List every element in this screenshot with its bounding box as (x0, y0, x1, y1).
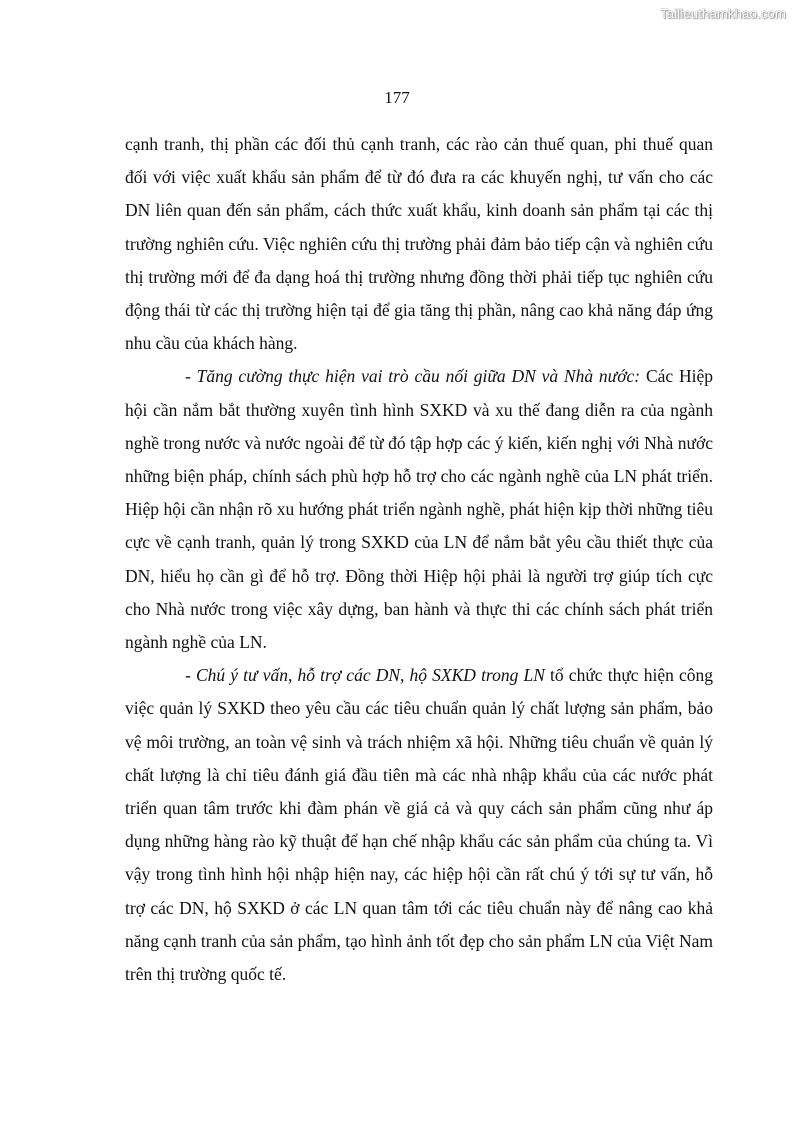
watermark-text: Tailieuthamkhao.com (660, 6, 786, 21)
paragraph-lead-italic: - Chú ý tư vấn, hỗ trợ các DN, hộ SXKD trong LN (185, 665, 545, 686)
paragraph-continuation: cạnh tranh, thị phần các đối thủ cạnh tranh, các rào cản thuế quan, phi thuế quan đối với việc xuất khẩu sản phẩm để từ đó đưa ra các khuyến nghị, tư vấn cho các DN liên quan đến sản phẩm, cách thức xuất khẩu, kinh doanh sản phẩm tại các thị trường nghiên cứu. Việc nghiên cứu thị trường phải đảm bảo tiếp cận và nghiên cứu thị trường mới để đa dạng hoá thị trường nhưng đồng thời phải tiếp tục nghiên cứu động thái từ các thị trường hiện tại để gia tăng thị phần, nâng cao khả năng đáp ứng nhu cầu của khách hàng. (125, 134, 713, 354)
paragraph-body: tổ chức thực hiện công việc quản lý SXKD theo yêu cầu các tiêu chuẩn quản lý chất lượng sản phẩm, bảo vệ môi trường, an toàn vệ sinh và trách nhiệm xã hội. Những tiêu chuẩn về quản lý chất lượng là chỉ tiêu đánh giá đầu tiên mà các nhà nhập khẩu của các nước phát triển quan tâm trước khi đàm phán về giá cả và quy cách sản phẩm cũng như áp dụng những hàng rào kỹ thuật để hạn chế nhập khẩu các sản phẩm của chúng ta. Vì vậy trong tình hình hội nhập hiện nay, các hiệp hội cần rất chú ý tới sự tư vấn, hỗ trợ các DN, hộ SXKD ở các LN quan tâm tới các tiêu chuẩn này để nâng cao khả năng cạnh tranh của sản phẩm, tạo hình ảnh tốt đẹp cho sản phẩm LN của Việt Nam trên thị trường quốc tế. (125, 665, 713, 985)
paragraph-lead-italic: - Tăng cường thực hiện vai trò cầu nối giữa DN và Nhà nước: (185, 366, 641, 387)
document-body (125, 128, 713, 991)
page-number: 177 (384, 88, 410, 107)
paragraph-body: Các Hiệp hội cần nắm bắt thường xuyên tình hình SXKD và xu thế đang diễn ra của ngành nghề trong nước và nước ngoài để từ đó tập hợp các ý kiến, kiến nghị với Nhà nước những biện pháp, chính sách phù hợp hỗ trợ cho các ngành nghề của LN phát triển. Hiệp hội cần nhận rõ xu hướng phát triển ngành nghề, phát hiện kịp thời những tiêu cực về cạnh tranh, quản lý trong SXKD của LN để nắm bắt yêu cầu thiết thực của DN, hiểu họ cần gì để hỗ trợ. Đồng thời Hiệp hội phải là người trợ giúp tích cực cho Nhà nước trong việc xây dựng, ban hành và thực thi các chính sách phát triển ngành nghề của LN. (125, 366, 713, 653)
paragraph-bridge-role (125, 360, 713, 659)
paragraph-consulting-support (125, 659, 713, 991)
